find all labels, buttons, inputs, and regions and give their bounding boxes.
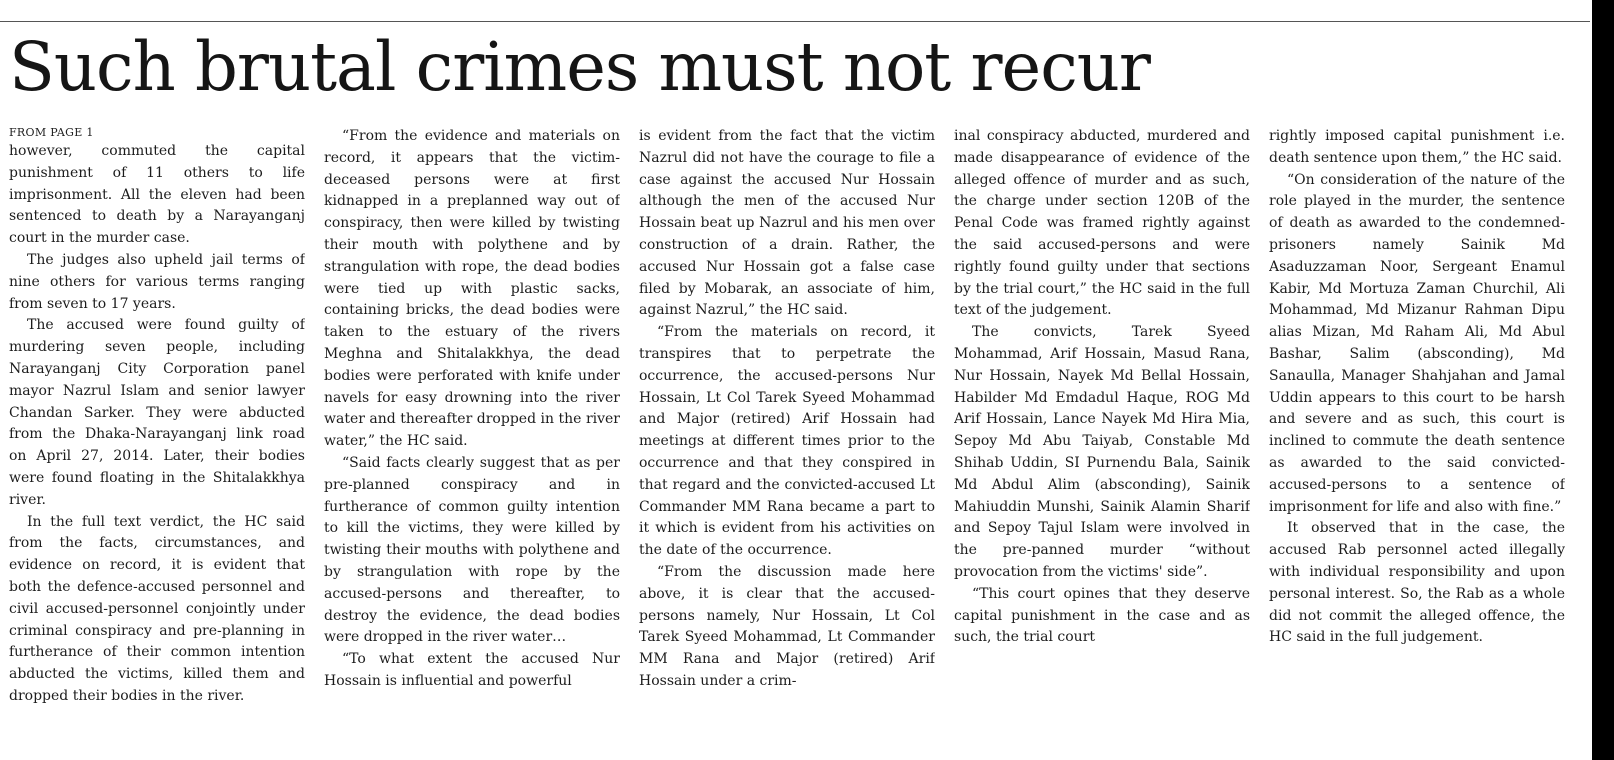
paragraph: “From the discussion made here above, it is clear that the accused-persons namely, Nur Hossain, Lt Col Tarek Syeed Mohammad, Lt Commander MM Rana and Major (retired) Arif Hossain under a crim- (639, 563, 935, 689)
paragraph: In the full text verdict, the HC said from the facts, circumstances, and evidence on record, it is evident that both the defence-accused personnel and civil accused-personnel conjointly under criminal conspiracy and pre-planning in furtherance of their common intention abducted the victims, killed them and dropped their bodies in the river. (9, 513, 305, 704)
paragraph: inal conspiracy abducted, murdered and made disappearance of evidence of the alleged offence of murder and as such, the charge under section 120B of the Penal Code was framed rightly against the said accused-persons and were rightly found guilty under that sections by the trial court,” the HC said in the full text of the judgement. (954, 128, 1250, 319)
paragraph: The judges also upheld jail terms of nine others for various terms ranging from seven to 17 years. (9, 251, 305, 312)
headline: Such brutal crimes must not recur (9, 28, 1150, 106)
paragraph: is evident from the fact that the victim Nazrul did not have the courage to file a case against the accused Nur Hossain although the men of the accused Nur Hossain beat up Nazrul and his men over construction of a drain. Rather, the accused Nur Hossain got a false case filed by Mobarak, an associate of him, against Nazrul,” the HC said. (639, 128, 935, 319)
continuation-kicker: FROM PAGE 1 (9, 126, 94, 139)
paragraph: “From the materials on record, it transpires that to perpetrate the occurrence, the accused-persons Nur Hossain, Lt Col Tarek Syeed Mohammad and Major (retired) Arif Hossain had meetings at different times prior to the occurrence and that they conspired in that regard and the convicted-accused Lt Commander MM Rana became a part to it which is evident from his activities on the date of the occurrence. (639, 324, 935, 559)
paragraph: It observed that in the case, the accused Rab personnel acted illegally with individual responsibility and upon personal interest. So, the Rab as a whole did not commit the alleged offence, the HC said in the full judgement. (1269, 520, 1565, 646)
paragraph: rightly imposed capital punishment i.e. death sentence upon them,” the HC said. (1269, 128, 1565, 166)
paragraph: “On consideration of the nature of the role played in the murder, the sentence of death as awarded to the condemned-prisoners namely Sainik Md Asaduzzaman Noor, Sergeant Enamul Kabir, Md Mortuza Zaman Churchil, Ali Mohammad, Md Mizanur Rahman Dipu alias Mizan, Md Raham Ali, Md Abul Bashar, Salim (absconding), Md Sanaulla, Manager Shahjahan and Jamal Uddin appears to this court to be harsh and severe and as such, this court is inclined to commute the death sentence as awarded to the said convicted-accused-persons to a sentence of imprisonment for life and also with fine.” (1269, 171, 1565, 515)
paragraph: “From the evidence and materials on record, it appears that the victim-deceased persons were at first kidnapped in a preplanned way out of conspiracy, then were killed by twisting their mouth with polythene and by strangulation with rope, the dead bodies were tied up with plastic sacks, containing bricks, the dead bodies were taken to the estuary of the rivers Meghna and Shitalakkhya, the dead bodies were perforated with knife under navels for easy drowning into the river water and thereafter dropped in the river water,” the HC said. (324, 128, 620, 450)
paragraph: “This court opines that they deserve capital punishment in the case and as such, the trial court (954, 585, 1250, 646)
article-column-2 (324, 126, 620, 760)
top-rule (0, 21, 1590, 22)
paragraph: The convicts, Tarek Syeed Mohammad, Arif Hossain, Masud Rana, Nur Hossain, Nayek Md Bellal Hossain, Habilder Md Emdadul Haque, ROG Md Arif Hossain, Lance Nayek Md Hira Mia, Sepoy Md Abu Taiyab, Constable Md Shihab Uddin, SI Purnendu Bala, Sainik Md Abdul Alim (absconding), Sainik Mahiuddin Munshi, Sainik Alamin Sharif and Sepoy Tajul Islam were involved in the pre-panned murder “without provocation from the victims' side”. (954, 324, 1250, 580)
article-column-4 (954, 126, 1250, 760)
paragraph: The accused were found guilty of murdering seven people, including Narayanganj City Corporation panel mayor Nazrul Islam and senior lawyer Chandan Sarker. They were abducted from the Dhaka-Narayanganj link road on April 27, 2014. Later, their bodies were found floating in the Shitalakkhya river. (9, 317, 305, 508)
paragraph: “Said facts clearly suggest that as per pre-planned conspiracy and in furtherance of common guilty intention to kill the victims, they were killed by twisting their mouths with polythene and by strangulation with rope by the accused-persons and thereafter, to destroy the evidence, the dead bodies were dropped in the river water… (324, 454, 620, 646)
article-column-3 (639, 126, 935, 760)
article-columns (9, 126, 1591, 760)
paragraph: “To what extent the accused Nur Hossain is influential and powerful (324, 651, 620, 689)
article-column-5 (1269, 126, 1565, 760)
page-edge-shadow (1592, 0, 1614, 760)
article-column-1 (9, 126, 305, 760)
paragraph: however, commuted the capital punishment of 11 others to life imprisonment. All the eleven had been sentenced to death by a Narayanganj court in the murder case. (9, 143, 305, 247)
